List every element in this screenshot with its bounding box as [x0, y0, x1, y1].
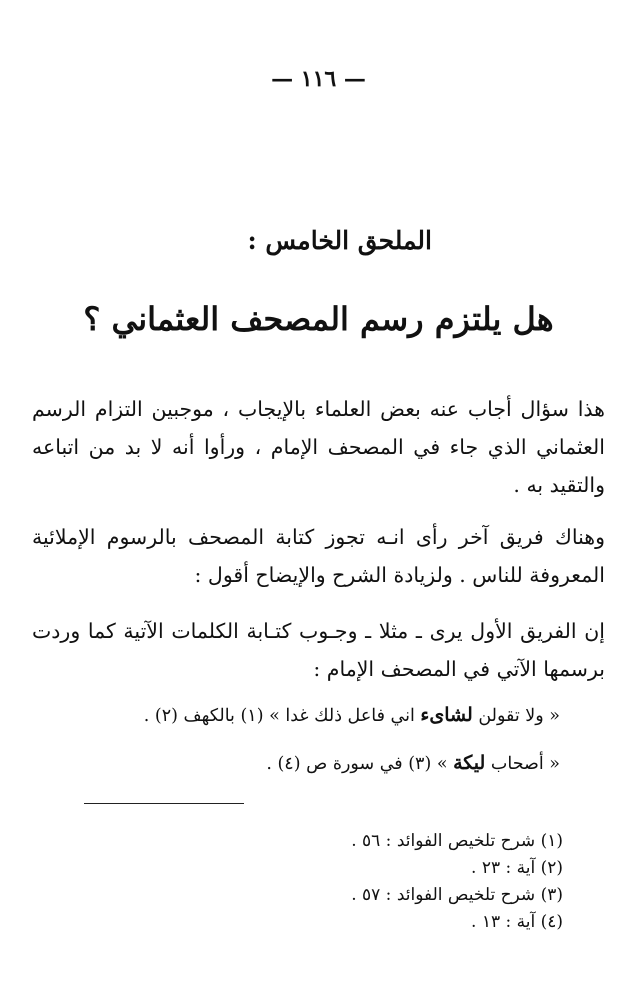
footnote-2: (٢) آية : ٢٣ .	[471, 858, 563, 878]
example-text-after: » (٣) في سورة ص (٤) .	[266, 754, 454, 774]
example-emphasized-word: لشاىء	[420, 704, 473, 726]
footnote-divider	[84, 803, 244, 804]
example-text-before: « أصحاب	[485, 754, 560, 774]
footnote-1: (١) شرح تلخيص الفوائد : ٥٦ .	[351, 831, 563, 851]
paragraph-2: وهناك فريق آخر رأى انـه تجوز كتابة المصحف بالرسوم الإملائية المعروفة للناس . ولزيادة الشرح والإيضاح أقول :	[32, 525, 605, 587]
footnote-4: (٤) آية : ١٣ .	[471, 912, 563, 932]
page-number: — ١١٦ —	[271, 66, 366, 92]
page-title: هل يلتزم رسم المصحف العثماني ؟	[83, 300, 554, 338]
example-text-before: « ولا تقولن	[472, 706, 560, 726]
example-text-after: اني فاعل ذلك غدا » (١) بالكهف (٢) .	[143, 706, 421, 726]
appendix-heading: الملحق الخامس :	[247, 226, 432, 255]
footnotes	[351, 828, 563, 936]
example-emphasized-word: ليكة	[453, 752, 486, 774]
footnote-3: (٣) شرح تلخيص الفوائد : ٥٧ .	[351, 885, 563, 905]
paragraph-3: إن الفريق الأول يرى ـ مثلا ـ وجـوب كتـابة الكلمات الآتية كما وردت برسمها الآتي في المصحف الإمام :	[32, 619, 605, 681]
paragraph-1: هذا سؤال أجاب عنه بعض العلماء بالإيجاب ، موجبين التزام الرسم العثماني الذي جاء في المصحف الإمام ، ورأوا أنه لا بد من اتباعه والتقيد به .	[32, 397, 605, 497]
quran-example-1	[144, 704, 560, 726]
quran-example-2	[266, 752, 560, 774]
